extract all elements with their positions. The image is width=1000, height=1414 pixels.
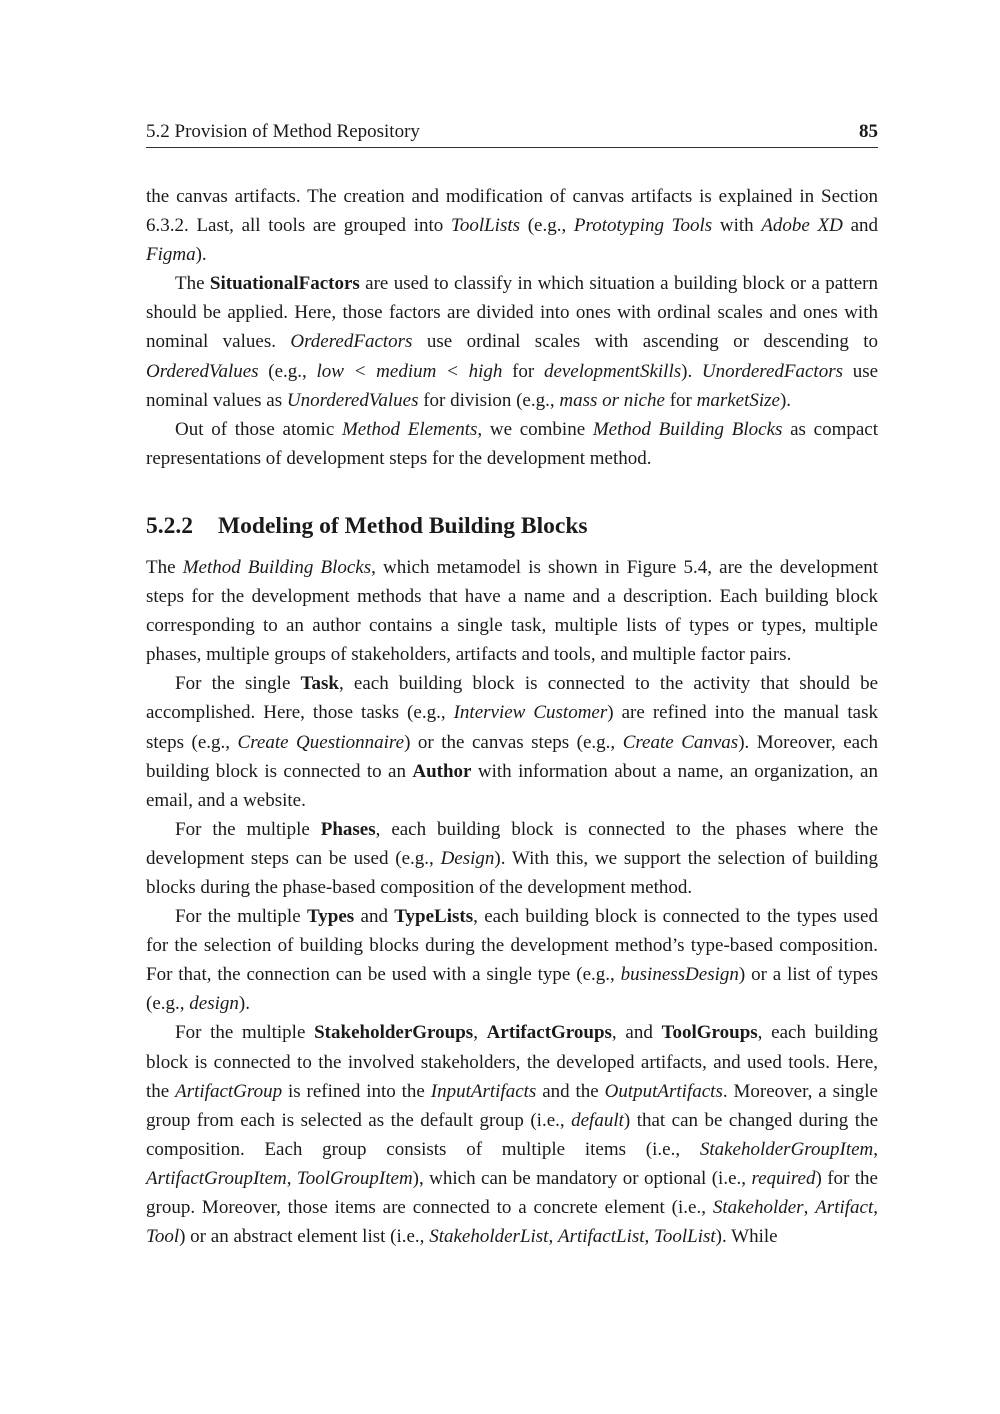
paragraph-building-blocks-intro: The Method Building Blocks, which metamodel is shown in Figure 5.4, are the development steps for the development methods that have a name and a description. Each building block corresponding to an author contains a single task, multiple lists of types or types, multiple phases, multiple groups of stakeholders, artifacts and tools, and multiple factor pairs. <box>146 556 878 666</box>
paragraph-types: For the multiple Types and TypeLists, each building block is connected to the types used for the selection of building blocks during the development method’s type-based composition. For that, the connection can be used with a single type (e.g., businessDesign) or a list of types (e.g., design). <box>146 906 878 1015</box>
body-text <box>146 182 878 1251</box>
paragraph-method-elements: Out of those atomic Method Elements, we combine Method Building Blocks as compact representations of development steps for the development method. <box>146 418 879 469</box>
section-title: Modeling of Method Building Blocks <box>218 512 588 539</box>
running-header-title: 5.2 Provision of Method Repository <box>146 121 420 142</box>
page-number: 85 <box>859 121 878 142</box>
paragraph-phases: For the multiple Phases, each building block is connected to the phases where the development steps can be used (e.g., Design). With this, we support the selection of building blocks during the phase-based composition of the development method. <box>146 818 878 898</box>
section-number: 5.2.2 <box>146 512 193 539</box>
paragraph-task: For the single Task, each building block is connected to the activity that should be accomplished. Here, those tasks (e.g., Interview Customer) are refined into the manual task steps (e.g., Create Questionnaire) or the canvas steps (e.g., Create Canvas). Moreover, each building block is connected to an Author with information about a name, an organization, an email, and a website. <box>146 673 878 811</box>
running-header <box>146 118 878 148</box>
paragraph-canvas-artifacts: the canvas artifacts. The creation and modification of canvas artifacts is explained in Section 6.3.2. Last, all tools are grouped into ToolLists (e.g., Prototyping Tools with Adobe XD and Figma). <box>146 186 878 266</box>
section-heading <box>146 511 878 541</box>
paragraph-groups: For the multiple StakeholderGroups, ArtifactGroups, and ToolGroups, each building block is connected to the involved stakeholders, the developed artifacts, and used tools. Here, the ArtifactGroup is refined into the InputArtifacts and the OutputArtifacts. Moreover, a single group from each is selected as the default group (i.e., default) that can be changed during the composition. Each group consists of multiple items (i.e., StakeholderGroupItem, ArtifactGroupItem, ToolGroupItem), which can be mandatory or optional (i.e., required) for the group. Moreover, those items are connected to a concrete element (i.e., Stakeholder, Artifact, Tool) or an abstract element list (i.e., StakeholderList, ArtifactList, ToolList). While <box>146 1022 879 1248</box>
page <box>146 118 878 1251</box>
paragraph-situational-factors: The SituationalFactors are used to classify in which situation a building block or a pattern should be applied. Here, those factors are divided into ones with ordinal scales and ones with nominal values. OrderedFactors use ordinal scales with ascending or descending to OrderedValues (e.g., low < medium < high for developmentSkills). UnorderedFactors use nominal values as UnorderedValues for division (e.g., mass or niche for marketSize). <box>146 273 879 411</box>
